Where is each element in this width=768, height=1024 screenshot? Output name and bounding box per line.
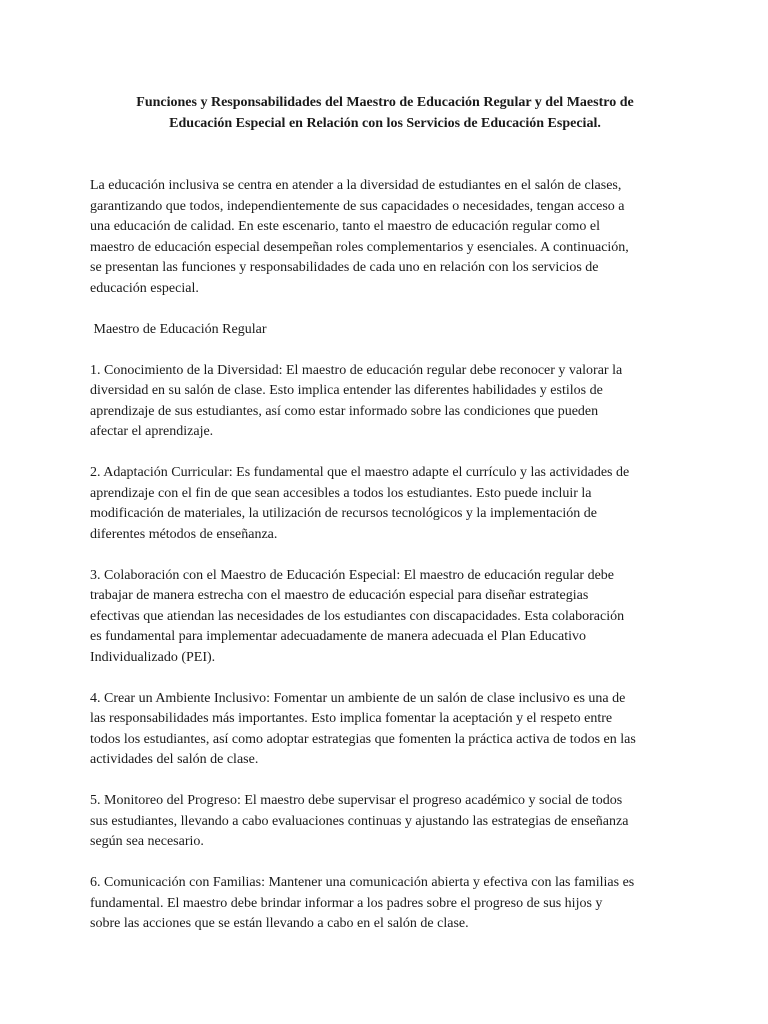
list-item: 1. Conocimiento de la Diversidad: El maestro de educación regular debe reconocer y valorar la diversidad en su salón de clase. Esto implica entender las diferentes habilidades y estilos de aprendizaje de sus estudiantes, así como estar informado sobre las condiciones que pueden afectar el aprendizaje. [90,362,623,439]
document-page [90,93,680,935]
list-item: 3. Colaboración con el Maestro de Educación Especial: El maestro de educación regular debe trabajar de manera estrecha con el maestro de educación especial para diseñar estrategias efectivas que atiendan las necesidades de los estudiantes con discapacidades. Esta colaboración es fundamental para implementar adecuadamente de manera adecuada el Plan Educativo Individualizado (PEI). [90,567,625,665]
intro-paragraph: La educación inclusiva se centra en atender a la diversidad de estudiantes en el salón de clases, garantizando que todos, independientemente de sus capacidades o necesidades, tengan acceso a una educación de calidad. En este escenario, tanto el maestro de educación regular como el maestro de educación especial desempeñan roles complementarios y esenciales. A continuación, se presentan las funciones y responsabilidades de cada uno en relación con los servicios de educación especial. [90,178,629,296]
section-heading-regular-teacher: Maestro de Educación Regular [90,321,267,337]
list-item: 5. Monitoreo del Progreso: El maestro debe supervisar el progreso académico y social de todos sus estudiantes, llevando a cabo evaluaciones continuas y ajustando las estrategias de enseñanza según sea necesario. [90,793,629,849]
list-item: 4. Crear un Ambiente Inclusivo: Fomentar un ambiente de un salón de clase inclusivo es una de las responsabilidades más importantes. Esto implica fomentar la aceptación y el respeto entre todos los estudiantes, así como adoptar estrategias que fomenten la práctica activa de todos en las actividades del salón de clase. [90,690,636,767]
document-title: Funciones y Responsabilidades del Maestro de Educación Regular y del Maestro de Educación Especial en Relación con los Servicios de Educación Especial. [136,95,634,131]
list-item: 2. Adaptación Curricular: Es fundamental que el maestro adapte el currículo y las actividades de aprendizaje con el fin de que sean accesibles a todos los estudiantes. Esto puede incluir la modificación de materiales, la utilización de recursos tecnológicos y la implementación de diferentes métodos de enseñanza. [90,465,630,542]
list-item: 6. Comunicación con Familias: Mantener una comunicación abierta y efectiva con las familias es fundamental. El maestro debe brindar informar a los padres sobre el progreso de sus hijos y sobre las acciones que se están llevando a cabo en el salón de clase. [90,875,635,931]
